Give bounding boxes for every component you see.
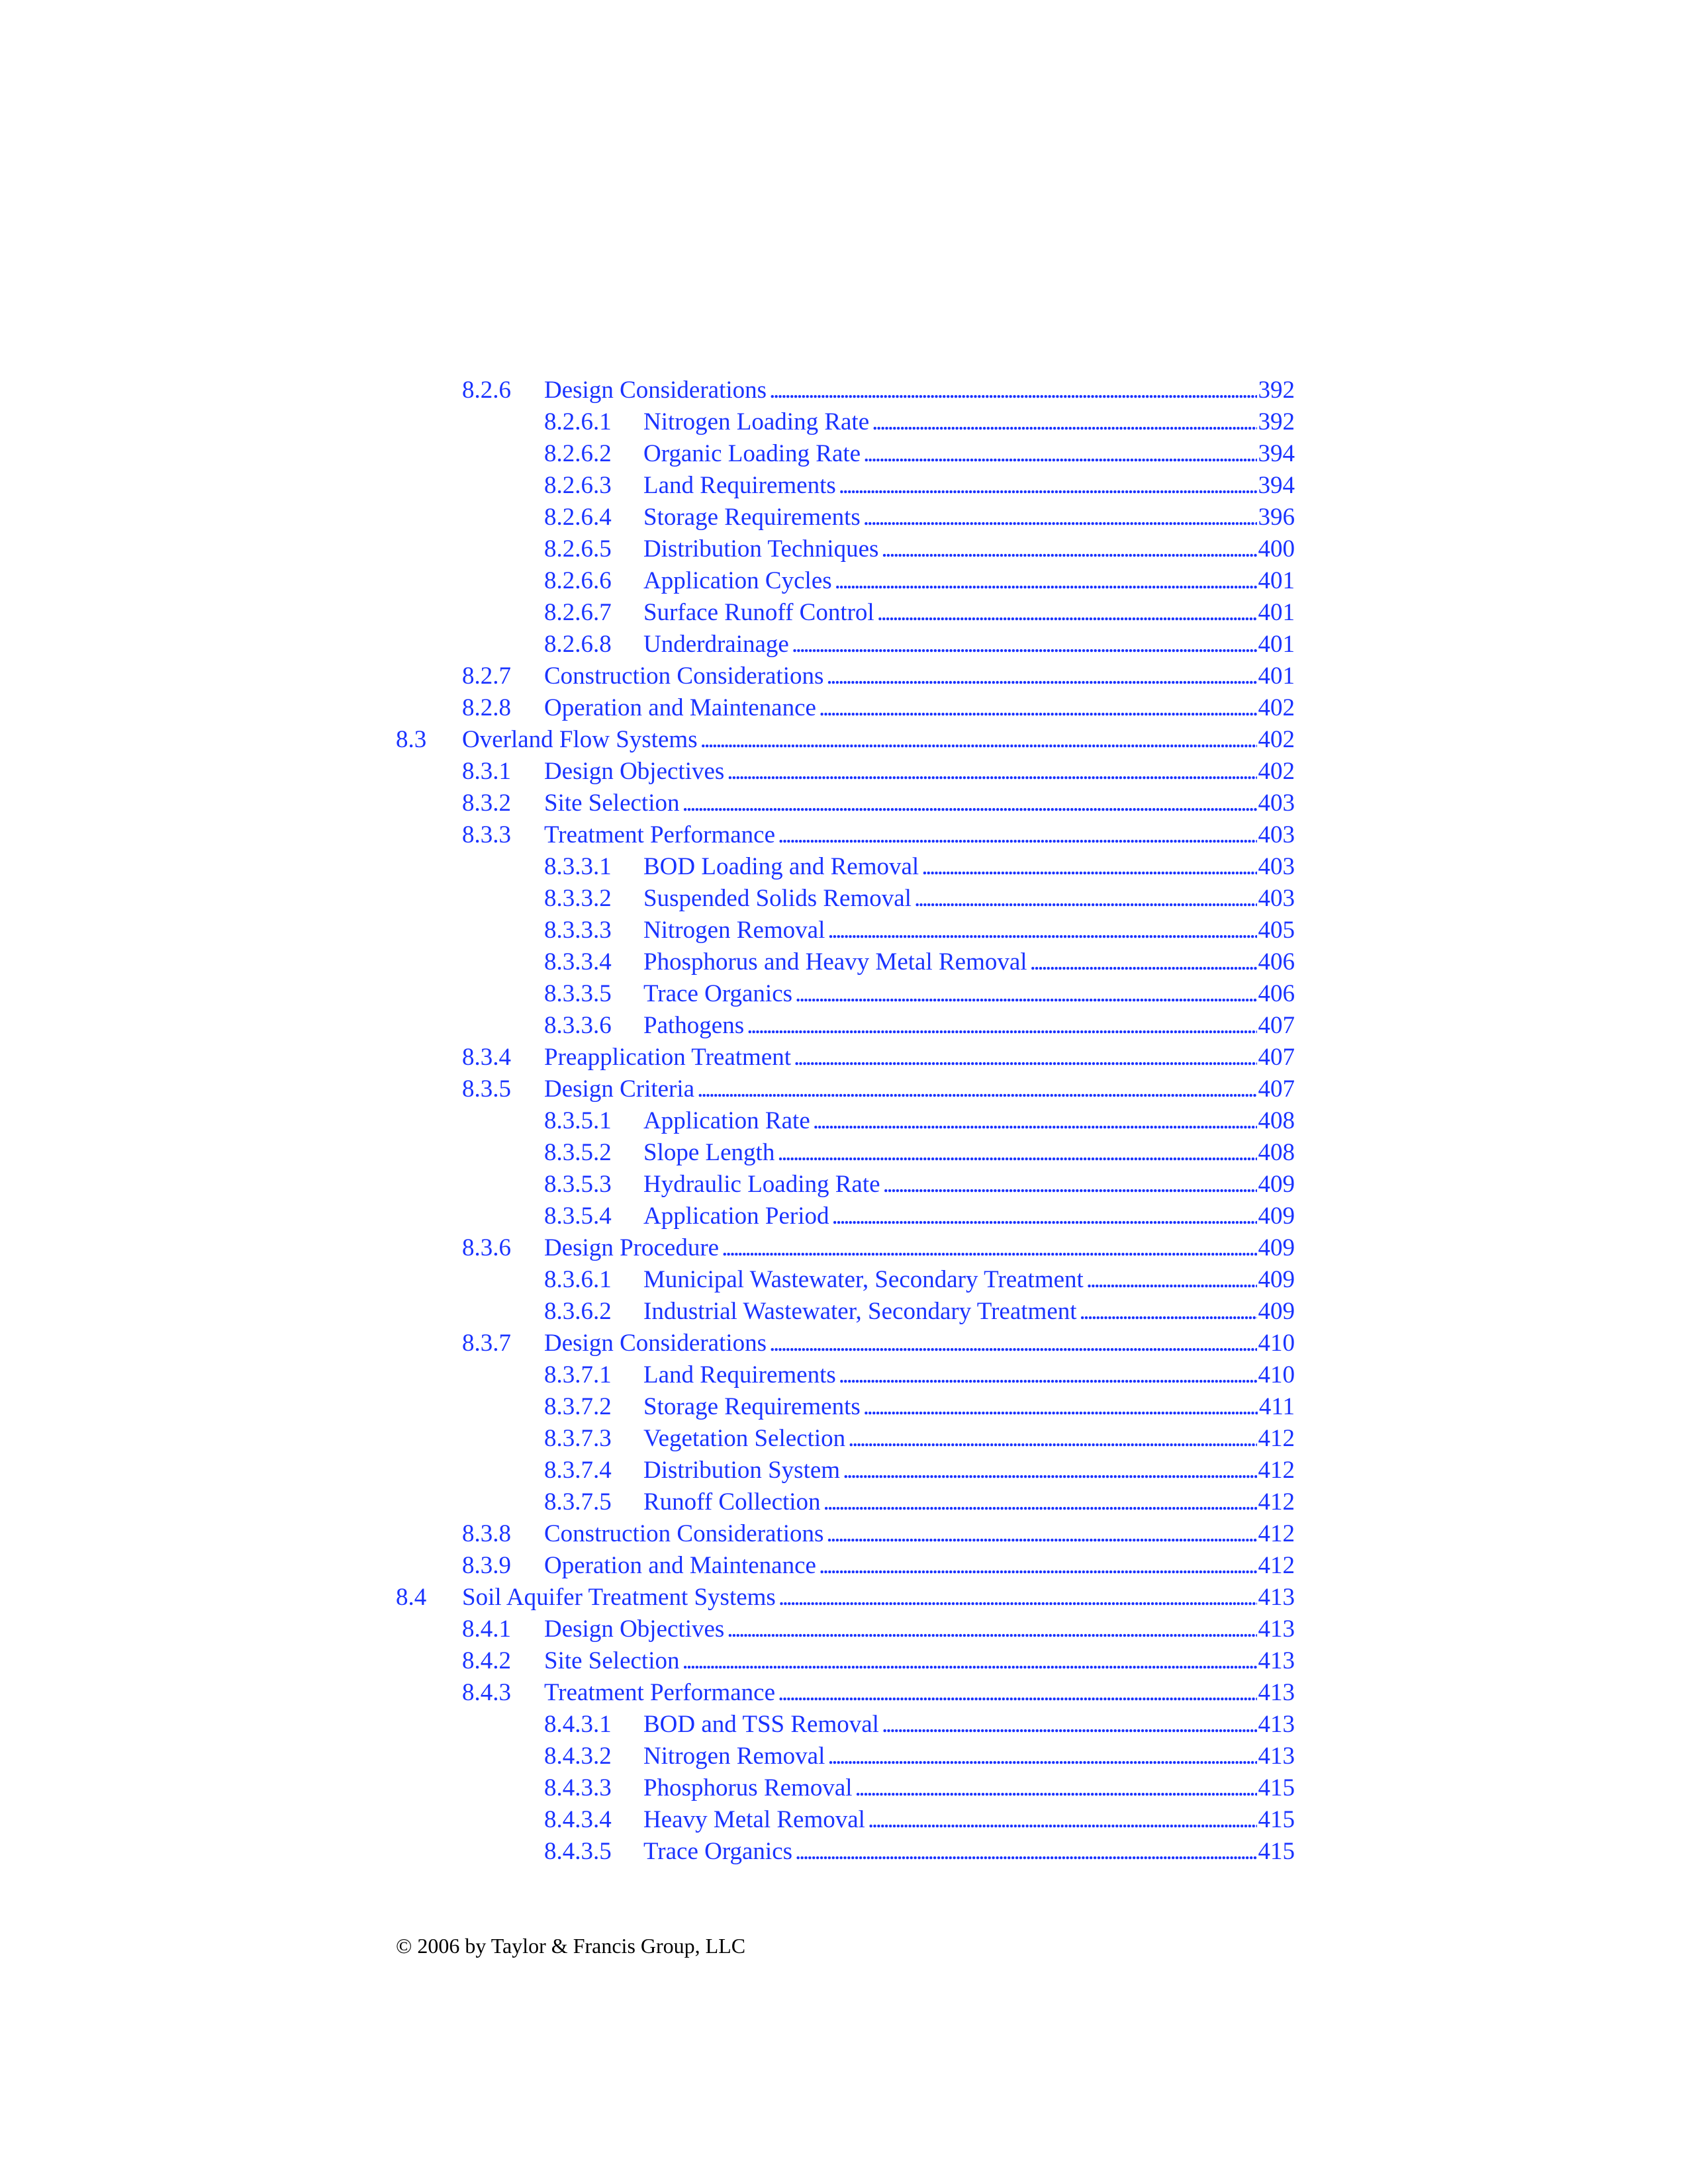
toc-entry-title: Operation and Maintenance — [544, 694, 816, 721]
toc-entry-title: Nitrogen Loading Rate — [643, 408, 870, 435]
toc-entry-title: Underdrainage — [643, 631, 789, 658]
toc-entry-number: 8.2.6.7 — [544, 599, 612, 626]
toc-entry-title: Distribution System — [643, 1457, 841, 1484]
toc-entry-8-3-7-5[interactable] — [396, 1486, 1295, 1518]
toc-entry-title: Land Requirements — [643, 1361, 836, 1388]
toc-entry-title: Land Requirements — [643, 472, 836, 499]
toc-entry-8-2-7[interactable] — [396, 660, 1295, 692]
dot-leader — [826, 660, 1256, 692]
toc-entry-8-3-5[interactable] — [396, 1073, 1295, 1105]
dot-leader — [727, 756, 1256, 788]
dot-leader — [794, 1042, 1256, 1073]
toc-entry-number: 8.3.3 — [462, 821, 511, 848]
dot-leader — [868, 1804, 1257, 1836]
toc-entry-8-3-3-5[interactable] — [396, 978, 1295, 1010]
toc-entry-number: 8.3.5.2 — [544, 1139, 612, 1166]
toc-entry-number: 8.3.5.3 — [544, 1171, 612, 1198]
dot-leader — [747, 1010, 1256, 1042]
toc-entry-title: Design Procedure — [544, 1234, 720, 1261]
dot-leader — [877, 597, 1257, 629]
dot-leader — [682, 788, 1257, 819]
toc-entry-number: 8.3.6 — [462, 1234, 511, 1261]
toc-entry-page-number: 407 — [1258, 1044, 1295, 1071]
dot-leader — [921, 851, 1256, 883]
toc-entry-page-number: 392 — [1258, 408, 1295, 435]
toc-entry-number: 8.2.6 — [462, 377, 511, 404]
toc-entry-page-number: 412 — [1258, 1457, 1295, 1484]
toc-entry-page-number: 406 — [1258, 948, 1295, 976]
toc-entry-8-3-7-2[interactable] — [396, 1391, 1295, 1423]
dot-leader — [778, 1582, 1257, 1614]
toc-entry-8-3-3-6[interactable] — [396, 1010, 1295, 1042]
toc-entry-page-number: 403 — [1258, 790, 1295, 817]
toc-entry-title: Nitrogen Removal — [643, 1743, 825, 1770]
dot-leader — [855, 1772, 1257, 1804]
toc-entry-page-number: 412 — [1258, 1425, 1295, 1452]
dot-leader — [1086, 1264, 1257, 1296]
toc-entry-title: BOD and TSS Removal — [643, 1711, 879, 1738]
dot-leader — [819, 692, 1257, 724]
toc-entry-page-number: 409 — [1258, 1171, 1295, 1198]
dot-leader — [795, 1836, 1256, 1868]
dot-leader — [839, 470, 1257, 502]
toc-entry-title: Overland Flow Systems — [462, 726, 698, 753]
toc-entry-page-number: 412 — [1258, 1488, 1295, 1516]
toc-entry-8-3-1[interactable] — [396, 756, 1295, 788]
toc-entry-page-number: 403 — [1258, 885, 1295, 912]
dot-leader — [769, 1328, 1256, 1359]
dot-leader — [697, 1073, 1256, 1105]
toc-entry-8-3-5-2[interactable] — [396, 1137, 1295, 1169]
toc-entry-page-number: 406 — [1258, 980, 1295, 1007]
toc-entry-title: Site Selection — [544, 1647, 680, 1674]
toc-entry-number: 8.3.5 — [462, 1075, 511, 1103]
toc-entry-8-3-3-1[interactable] — [396, 851, 1295, 883]
toc-entry-title: Phosphorus Removal — [643, 1774, 853, 1801]
toc-entry-page-number: 410 — [1258, 1361, 1295, 1388]
toc-entry-title: Design Criteria — [544, 1075, 695, 1103]
toc-entry-page-number: 405 — [1258, 917, 1295, 944]
toc-entry-8-4-3-5[interactable] — [396, 1836, 1295, 1868]
toc-entry-number: 8.3 — [396, 726, 427, 753]
toc-entry-number: 8.3.7.4 — [544, 1457, 612, 1484]
toc-entry-title: Slope Length — [643, 1139, 775, 1166]
toc-entry-number: 8.3.3.1 — [544, 853, 612, 880]
toc-entry-number: 8.4.3.3 — [544, 1774, 612, 1801]
toc-entry-number: 8.2.6.4 — [544, 504, 612, 531]
toc-entry-page-number: 408 — [1258, 1107, 1295, 1134]
toc-entry-title: Application Rate — [643, 1107, 810, 1134]
toc-entry-page-number: 402 — [1258, 726, 1295, 753]
dot-leader — [827, 1741, 1256, 1772]
toc-entry-page-number: 415 — [1258, 1774, 1295, 1801]
dot-leader — [843, 1455, 1256, 1486]
toc-entry-8-2-6-2[interactable] — [396, 438, 1295, 470]
dot-leader — [914, 883, 1257, 915]
toc-entry-8-3-5-1[interactable] — [396, 1105, 1295, 1137]
toc-entry-title: Phosphorus and Heavy Metal Removal — [643, 948, 1027, 976]
toc-entry-8-3-2[interactable] — [396, 788, 1295, 819]
dot-leader — [777, 1137, 1256, 1169]
toc-entry-8-3-7-1[interactable] — [396, 1359, 1295, 1391]
toc-entry-8-2-6-1[interactable] — [396, 406, 1295, 438]
dot-leader — [722, 1232, 1256, 1264]
dot-leader — [863, 438, 1256, 470]
toc-entry-8-2-6-5[interactable] — [396, 533, 1295, 565]
dot-leader — [769, 375, 1256, 406]
toc-entry-number: 8.2.6.1 — [544, 408, 612, 435]
toc-entry-title: Construction Considerations — [544, 1520, 824, 1547]
toc-entry-page-number: 408 — [1258, 1139, 1295, 1166]
dot-leader — [827, 915, 1256, 946]
toc-entry-page-number: 410 — [1258, 1330, 1295, 1357]
dot-leader — [882, 1709, 1257, 1741]
toc-entry-number: 8.3.5.1 — [544, 1107, 612, 1134]
toc-entry-page-number: 402 — [1258, 758, 1295, 785]
toc-entry-8-4-3-3[interactable] — [396, 1772, 1295, 1804]
toc-entry-page-number: 412 — [1258, 1552, 1295, 1579]
toc-entry-title: Operation and Maintenance — [544, 1552, 816, 1579]
toc-entry-number: 8.2.6.8 — [544, 631, 612, 658]
toc-entry-page-number: 413 — [1258, 1584, 1295, 1611]
toc-entry-page-number: 392 — [1258, 377, 1295, 404]
dot-leader — [863, 502, 1257, 533]
dot-leader — [835, 565, 1257, 597]
toc-entry-8-3-3-2[interactable] — [396, 883, 1295, 915]
toc-entry-title: Pathogens — [643, 1012, 745, 1039]
toc-entry-number: 8.4.3.1 — [544, 1711, 612, 1738]
dot-leader — [839, 1359, 1257, 1391]
toc-entry-page-number: 409 — [1258, 1234, 1295, 1261]
toc-entry-page-number: 413 — [1258, 1647, 1295, 1674]
toc-entry-page-number: 394 — [1258, 472, 1295, 499]
table-of-contents — [396, 375, 1295, 1868]
dot-leader — [863, 1391, 1258, 1423]
toc-entry-number: 8.4.3.5 — [544, 1838, 612, 1865]
toc-entry-8-2-6-4[interactable] — [396, 502, 1295, 533]
toc-entry-page-number: 413 — [1258, 1711, 1295, 1738]
toc-entry-page-number: 401 — [1258, 662, 1295, 690]
toc-entry-title: Construction Considerations — [544, 662, 824, 690]
toc-entry-8-4-2[interactable] — [396, 1645, 1295, 1677]
toc-entry-number: 8.4.3.4 — [544, 1806, 612, 1833]
toc-entry-page-number: 401 — [1258, 599, 1295, 626]
toc-entry-page-number: 407 — [1258, 1075, 1295, 1103]
toc-entry-number: 8.3.7 — [462, 1330, 511, 1357]
toc-entry-title: Treatment Performance — [544, 821, 775, 848]
toc-entry-title: Runoff Collection — [643, 1488, 821, 1516]
toc-entry-number: 8.3.3.5 — [544, 980, 612, 1007]
dot-leader — [872, 406, 1256, 438]
dot-leader — [826, 1518, 1256, 1550]
toc-entry-number: 8.3.3.4 — [544, 948, 612, 976]
toc-entry-number: 8.3.9 — [462, 1552, 511, 1579]
dot-leader — [682, 1645, 1257, 1677]
toc-entry-number: 8.2.6.6 — [544, 567, 612, 594]
toc-entry-8-2-8[interactable] — [396, 692, 1295, 724]
toc-entry-title: Preapplication Treatment — [544, 1044, 792, 1071]
dot-leader — [813, 1105, 1257, 1137]
toc-entry-8-2-6-6[interactable] — [396, 565, 1295, 597]
toc-entry-8-3-3[interactable] — [396, 819, 1295, 851]
dot-leader — [700, 724, 1257, 756]
toc-entry-number: 8.2.7 — [462, 662, 511, 690]
toc-entry-number: 8.4.1 — [462, 1615, 511, 1643]
toc-entry-title: Storage Requirements — [643, 504, 861, 531]
copyright-footer: © 2006 by Taylor & Francis Group, LLC — [396, 1934, 746, 1958]
toc-entry-8-3[interactable] — [396, 724, 1295, 756]
toc-entry-title: Trace Organics — [643, 980, 793, 1007]
toc-entry-number: 8.4 — [396, 1584, 427, 1611]
dot-leader — [832, 1201, 1257, 1232]
toc-entry-number: 8.4.3 — [462, 1679, 511, 1706]
toc-entry-number: 8.3.3.2 — [544, 885, 612, 912]
toc-entry-page-number: 413 — [1258, 1679, 1295, 1706]
toc-entry-title: Industrial Wastewater, Secondary Treatment — [643, 1298, 1077, 1325]
toc-entry-8-2-6[interactable] — [396, 375, 1295, 406]
dot-leader — [795, 978, 1256, 1010]
toc-entry-8-2-6-3[interactable] — [396, 470, 1295, 502]
toc-entry-page-number: 400 — [1258, 535, 1295, 563]
toc-entry-title: Storage Requirements — [643, 1393, 861, 1420]
toc-entry-page-number: 411 — [1258, 1393, 1295, 1420]
toc-entry-title: Suspended Solids Removal — [643, 885, 912, 912]
toc-entry-8-3-7[interactable] — [396, 1328, 1295, 1359]
toc-entry-8-4-3-2[interactable] — [396, 1741, 1295, 1772]
toc-entry-8-3-6-2[interactable] — [396, 1296, 1295, 1328]
dot-leader — [819, 1550, 1257, 1582]
dot-leader — [727, 1614, 1256, 1645]
toc-entry-title: Design Objectives — [544, 1615, 725, 1643]
toc-entry-8-3-4[interactable] — [396, 1042, 1295, 1073]
toc-entry-page-number: 403 — [1258, 821, 1295, 848]
toc-entry-number: 8.3.7.1 — [544, 1361, 612, 1388]
toc-entry-number: 8.3.4 — [462, 1044, 511, 1071]
toc-entry-number: 8.3.6.1 — [544, 1266, 612, 1293]
toc-entry-8-3-7-3[interactable] — [396, 1423, 1295, 1455]
toc-entry-title: Hydraulic Loading Rate — [643, 1171, 880, 1198]
toc-entry-8-3-3-4[interactable] — [396, 946, 1295, 978]
toc-entry-title: Nitrogen Removal — [643, 917, 825, 944]
toc-entry-title: Design Objectives — [544, 758, 725, 785]
toc-entry-number: 8.4.2 — [462, 1647, 511, 1674]
dot-leader — [823, 1486, 1257, 1518]
toc-entry-number: 8.3.2 — [462, 790, 511, 817]
toc-entry-page-number: 401 — [1258, 567, 1295, 594]
toc-entry-8-3-6[interactable] — [396, 1232, 1295, 1264]
toc-entry-title: Municipal Wastewater, Secondary Treatment — [643, 1266, 1084, 1293]
toc-entry-page-number: 415 — [1258, 1806, 1295, 1833]
toc-entry-page-number: 401 — [1258, 631, 1295, 658]
dot-leader — [792, 629, 1257, 660]
toc-entry-title: Treatment Performance — [544, 1679, 775, 1706]
toc-entry-title: Surface Runoff Control — [643, 599, 874, 626]
toc-entry-title: Trace Organics — [643, 1838, 793, 1865]
toc-entry-title: BOD Loading and Removal — [643, 853, 919, 880]
toc-entry-page-number: 409 — [1258, 1203, 1295, 1230]
toc-entry-page-number: 413 — [1258, 1615, 1295, 1643]
toc-entry-title: Design Considerations — [544, 1330, 767, 1357]
toc-entry-8-3-7-4[interactable] — [396, 1455, 1295, 1486]
toc-entry-number: 8.3.3.3 — [544, 917, 612, 944]
toc-entry-page-number: 394 — [1258, 440, 1295, 467]
toc-entry-number: 8.4.3.2 — [544, 1743, 612, 1770]
toc-entry-8-3-5-4[interactable] — [396, 1201, 1295, 1232]
toc-entry-page-number: 409 — [1258, 1266, 1295, 1293]
toc-entry-number: 8.2.6.2 — [544, 440, 612, 467]
toc-entry-title: Design Considerations — [544, 377, 767, 404]
toc-entry-page-number: 413 — [1258, 1743, 1295, 1770]
toc-entry-number: 8.3.7.2 — [544, 1393, 612, 1420]
toc-entry-title: Soil Aquifer Treatment Systems — [462, 1584, 776, 1611]
toc-entry-title: Distribution Techniques — [643, 535, 879, 563]
toc-entry-page-number: 403 — [1258, 853, 1295, 880]
dot-leader — [881, 533, 1256, 565]
toc-entry-8-4-3-1[interactable] — [396, 1709, 1295, 1741]
toc-entry-8-2-6-7[interactable] — [396, 597, 1295, 629]
toc-entry-number: 8.3.8 — [462, 1520, 511, 1547]
dot-leader — [778, 1677, 1257, 1709]
toc-entry-title: Heavy Metal Removal — [643, 1806, 865, 1833]
toc-entry-8-3-9[interactable] — [396, 1550, 1295, 1582]
dot-leader — [778, 819, 1257, 851]
toc-entry-number: 8.3.3.6 — [544, 1012, 612, 1039]
toc-entry-8-4-1[interactable] — [396, 1614, 1295, 1645]
toc-entry-number: 8.3.5.4 — [544, 1203, 612, 1230]
toc-entry-8-2-6-8[interactable] — [396, 629, 1295, 660]
toc-entry-8-4-3[interactable] — [396, 1677, 1295, 1709]
dot-leader — [1080, 1296, 1257, 1328]
toc-entry-8-3-5-3[interactable] — [396, 1169, 1295, 1201]
toc-entry-8-4[interactable] — [396, 1582, 1295, 1614]
toc-entry-page-number: 412 — [1258, 1520, 1295, 1547]
toc-entry-number: 8.3.1 — [462, 758, 511, 785]
toc-entry-number: 8.2.6.5 — [544, 535, 612, 563]
dot-leader — [883, 1169, 1257, 1201]
dot-leader — [1030, 946, 1257, 978]
toc-entry-title: Application Period — [643, 1203, 829, 1230]
toc-entry-page-number: 409 — [1258, 1298, 1295, 1325]
toc-entry-title: Organic Loading Rate — [643, 440, 861, 467]
toc-entry-title: Site Selection — [544, 790, 680, 817]
toc-entry-page-number: 415 — [1258, 1838, 1295, 1865]
toc-entry-title: Application Cycles — [643, 567, 832, 594]
toc-entry-number: 8.3.7.5 — [544, 1488, 612, 1516]
toc-entry-page-number: 407 — [1258, 1012, 1295, 1039]
toc-entry-number: 8.3.6.2 — [544, 1298, 612, 1325]
toc-entry-page-number: 396 — [1258, 504, 1295, 531]
toc-entry-title: Vegetation Selection — [643, 1425, 846, 1452]
toc-entry-number: 8.2.8 — [462, 694, 511, 721]
toc-entry-8-3-6-1[interactable] — [396, 1264, 1295, 1296]
toc-entry-8-3-8[interactable] — [396, 1518, 1295, 1550]
dot-leader — [848, 1423, 1256, 1455]
toc-entry-8-4-3-4[interactable] — [396, 1804, 1295, 1836]
toc-entry-number: 8.3.7.3 — [544, 1425, 612, 1452]
toc-entry-8-3-3-3[interactable] — [396, 915, 1295, 946]
toc-entry-number: 8.2.6.3 — [544, 472, 612, 499]
toc-entry-page-number: 402 — [1258, 694, 1295, 721]
